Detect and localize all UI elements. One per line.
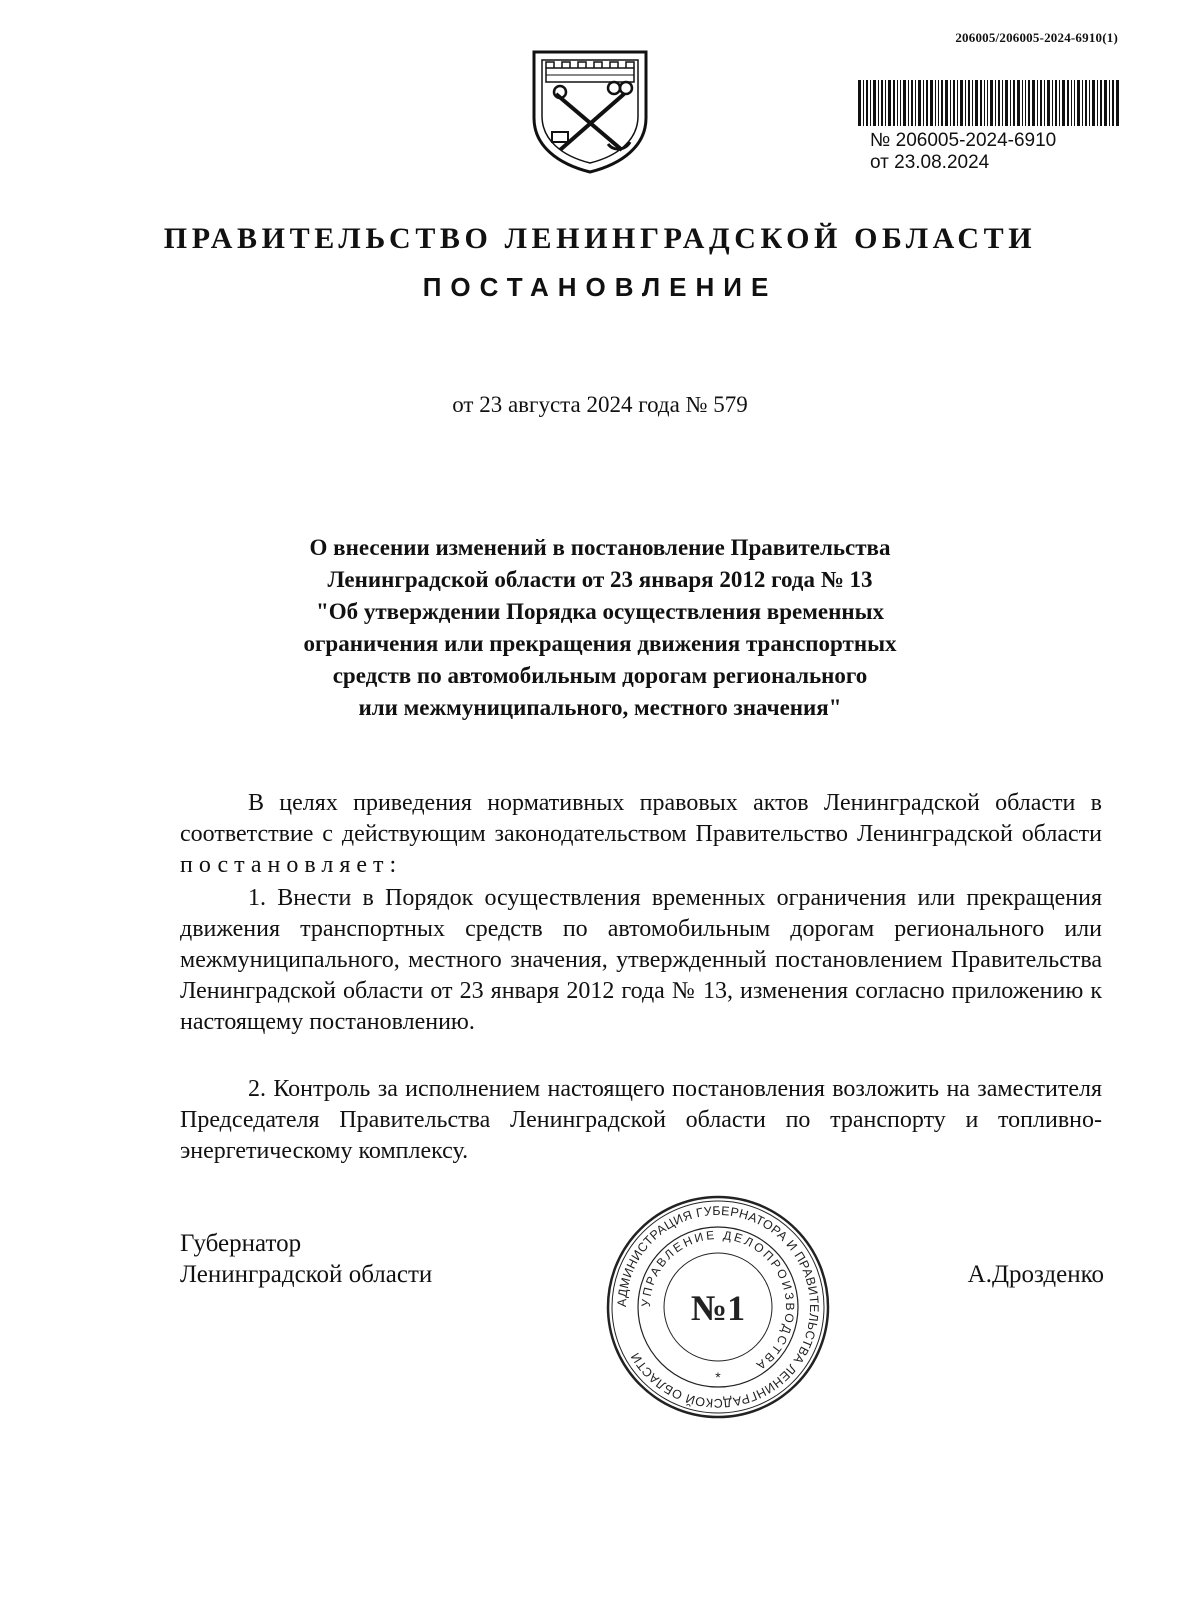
item-2-paragraph — [180, 1074, 1102, 1167]
document-subject — [180, 532, 1020, 724]
position-line: Ленинградской области — [180, 1261, 433, 1288]
subject-line: средств по автомобильным дорогам регионального — [332, 663, 868, 688]
signatory-name: А.Дрозденко — [967, 1261, 1104, 1288]
item-1-paragraph — [180, 883, 1102, 1038]
subject-line: "Об утверждении Порядка осуществления временных — [315, 599, 885, 624]
preamble-paragraph — [180, 788, 1102, 881]
office-stamp-icon — [603, 1192, 833, 1422]
coat-of-arms-icon — [530, 46, 650, 176]
registration-number: № 206005-2024-6910 — [870, 130, 1057, 151]
registration-date: от 23.08.2024 — [870, 152, 990, 173]
subject-line: или межмуниципального, местного значения" — [358, 695, 842, 720]
svg-text:УПРАВЛЕНИЕ ДЕЛОПРОИЗВОДСТВА: УПРАВЛЕНИЕ ДЕЛОПРОИЗВОДСТВА — [638, 1227, 798, 1374]
barcode-icon — [858, 80, 1120, 126]
decree-word: постановляет: — [180, 852, 403, 878]
subject-line: Ленинградской области от 23 января 2012 года № 13 — [327, 567, 873, 592]
position-line: Губернатор — [180, 1230, 302, 1257]
signatory-position — [180, 1228, 432, 1290]
subject-line: О внесении изменений в постановление Правительства — [309, 535, 891, 560]
subject-line: ограничения или прекращения движения транспортных — [303, 631, 897, 656]
preamble-text: В целях приведения нормативных правовых актов Ленинградской области в соответствие с действующим законодательством Правительство Ленинградской области — [180, 790, 1102, 847]
document-id: 206005/206005-2024-6910(1) — [955, 30, 1118, 45]
svg-text:АДМИНИСТРАЦИЯ ГУБЕРНАТОРА И ПР: АДМИНИСТРАЦИЯ ГУБЕРНАТОРА И ПРАВИТЕЛЬСТВА ЛЕНИНГРАДСКОЙ ОБЛАСТИ — [614, 1203, 822, 1411]
item-2-text: 2. Контроль за исполнением настоящего постановления возложить на заместителя Председателя Правительства Ленинградской области по транспорту и топливно-энергетическому комплексу. — [180, 1076, 1102, 1164]
authority-title: ПРАВИТЕЛЬСТВО ЛЕНИНГРАДСКОЙ ОБЛАСТИ — [163, 222, 1037, 255]
svg-text:№1: №1 — [690, 1288, 746, 1328]
svg-text:*: * — [715, 1369, 721, 1385]
act-date-number: от 23 августа 2024 года № 579 — [452, 392, 748, 417]
document-type: ПОСТАНОВЛЕНИЕ — [422, 272, 778, 302]
item-1-text: 1. Внести в Порядок осуществления временных ограничения или прекращения движения транспортных средств по автомобильным дорогам регионального или межмуниципального, местного значения, утвержденный постановлением Правительства Ленинградской области от 23 января 2012 года № 13, изменения согласно приложению к настоящему постановлению. — [180, 885, 1102, 1035]
